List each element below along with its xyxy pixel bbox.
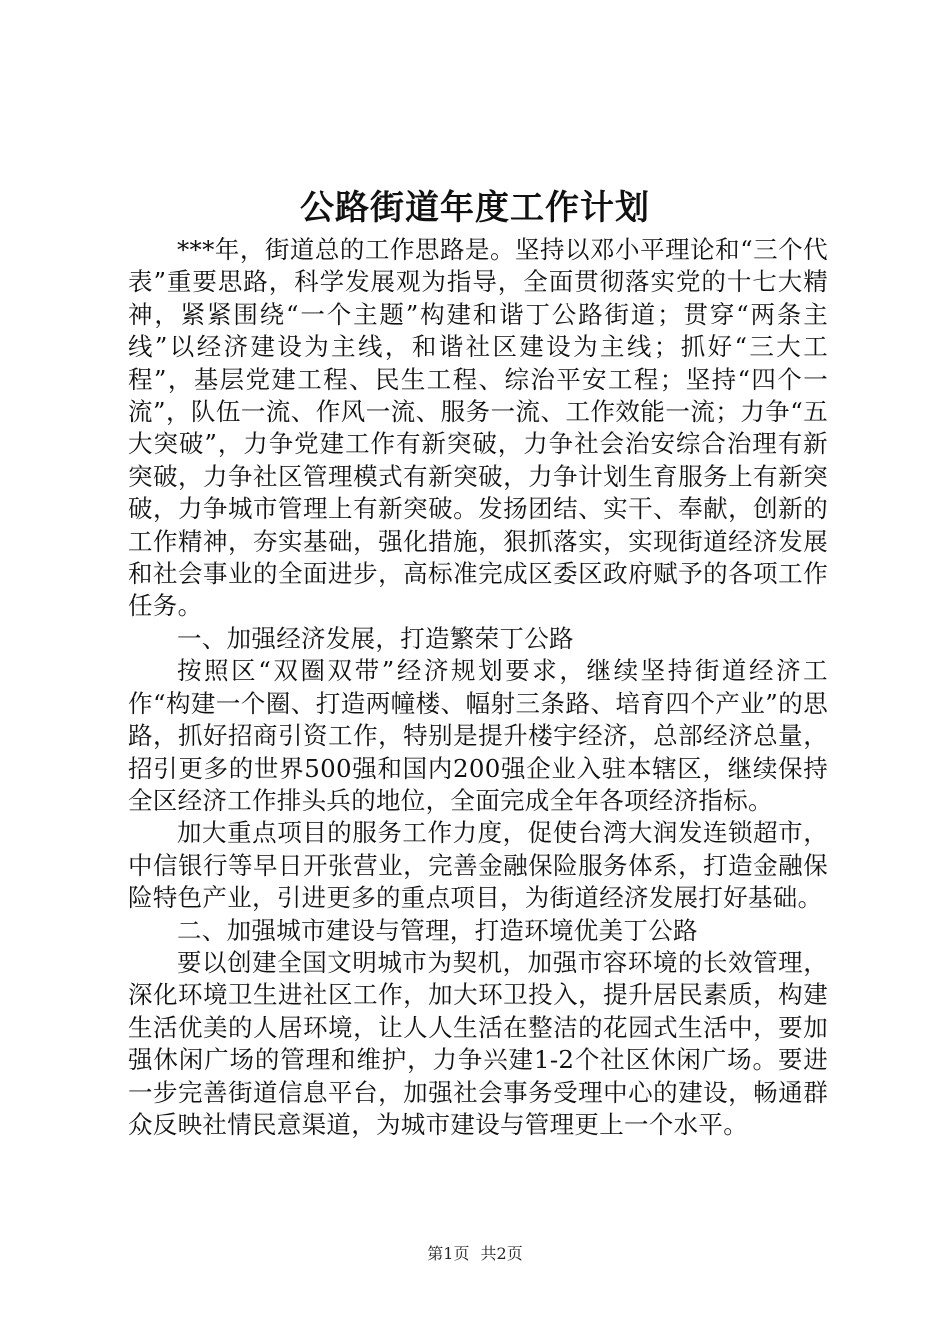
- page-footer: [0, 1244, 950, 1264]
- paragraph-intro: ***年，街道总的工作思路是。坚持以邓小平理论和“三个代表”重要思路，科学发展观为指导，全面贯彻落实党的十七大精神，紧紧围绕“一个主题”构建和谐丁公路街道；贯穿“两条主线”以经济建设为主线，和谐社区建设为主线；抓好“三大工程”，基层党建工程、民生工程、综治平安工程；坚持“四个一流”，队伍一流、作风一流、服务一流、工作效能一流；力争“五大突破”，力争党建工作有新突破，力争社会治安综合治理有新突破，力争社区管理模式有新突破，力争计划生育服务上有新突破，力争城市管理上有新突破。发扬团结、实干、奉献，创新的工作精神，夯实基础，强化措施，狠抓落实，实现街道经济发展和社会事业的全面进步，高标准完成区委区政府赋予的各项工作任务。: [128, 235, 829, 621]
- page-number: 第1页: [427, 1244, 470, 1263]
- document-title: 公路街道年度工作计划: [300, 188, 650, 228]
- section-heading-city-construction: 二、加强城市建设与管理，打造环境优美丁公路: [177, 915, 698, 945]
- document-body: [128, 234, 828, 1141]
- section-heading-economy: 一、加强经济发展，打造繁荣丁公路: [177, 623, 574, 653]
- paragraph-city-management: 要以创建全国文明城市为契机，加强市容环境的长效管理，深化环境卫生进社区工作，加大环卫投入，提升居民素质，构建生活优美的人居环境，让人人生活在整洁的花园式生活中，要加强休闲广场的管理和维护，力争兴建1-2个社区休闲广场。要进一步完善街道信息平台，加强社会事务受理中心的建设，畅通群众反映社情民意渠道，为城市建设与管理更上一个水平。: [128, 947, 828, 1139]
- paragraph-key-projects: 加大重点项目的服务工作力度，促使台湾大润发连锁超市，中信银行等早日开张营业，完善金融保险服务体系，打造金融保险特色产业，引进更多的重点项目，为街道经济发展打好基础。: [128, 818, 828, 913]
- paragraph-economy-plan: 按照区“双圈双带”经济规划要求，继续坚持街道经济工作“构建一个圈、打造两幢楼、幅射三条路、培育四个产业”的思路，抓好招商引资工作，特别是提升楼宇经济，总部经济总量，招引更多的世界500强和国内200强企业入驻本辖区，继续保持全区经济工作排头兵的地位，全面完成全年各项经济指标。: [128, 656, 828, 815]
- page-total: 共2页: [480, 1244, 523, 1263]
